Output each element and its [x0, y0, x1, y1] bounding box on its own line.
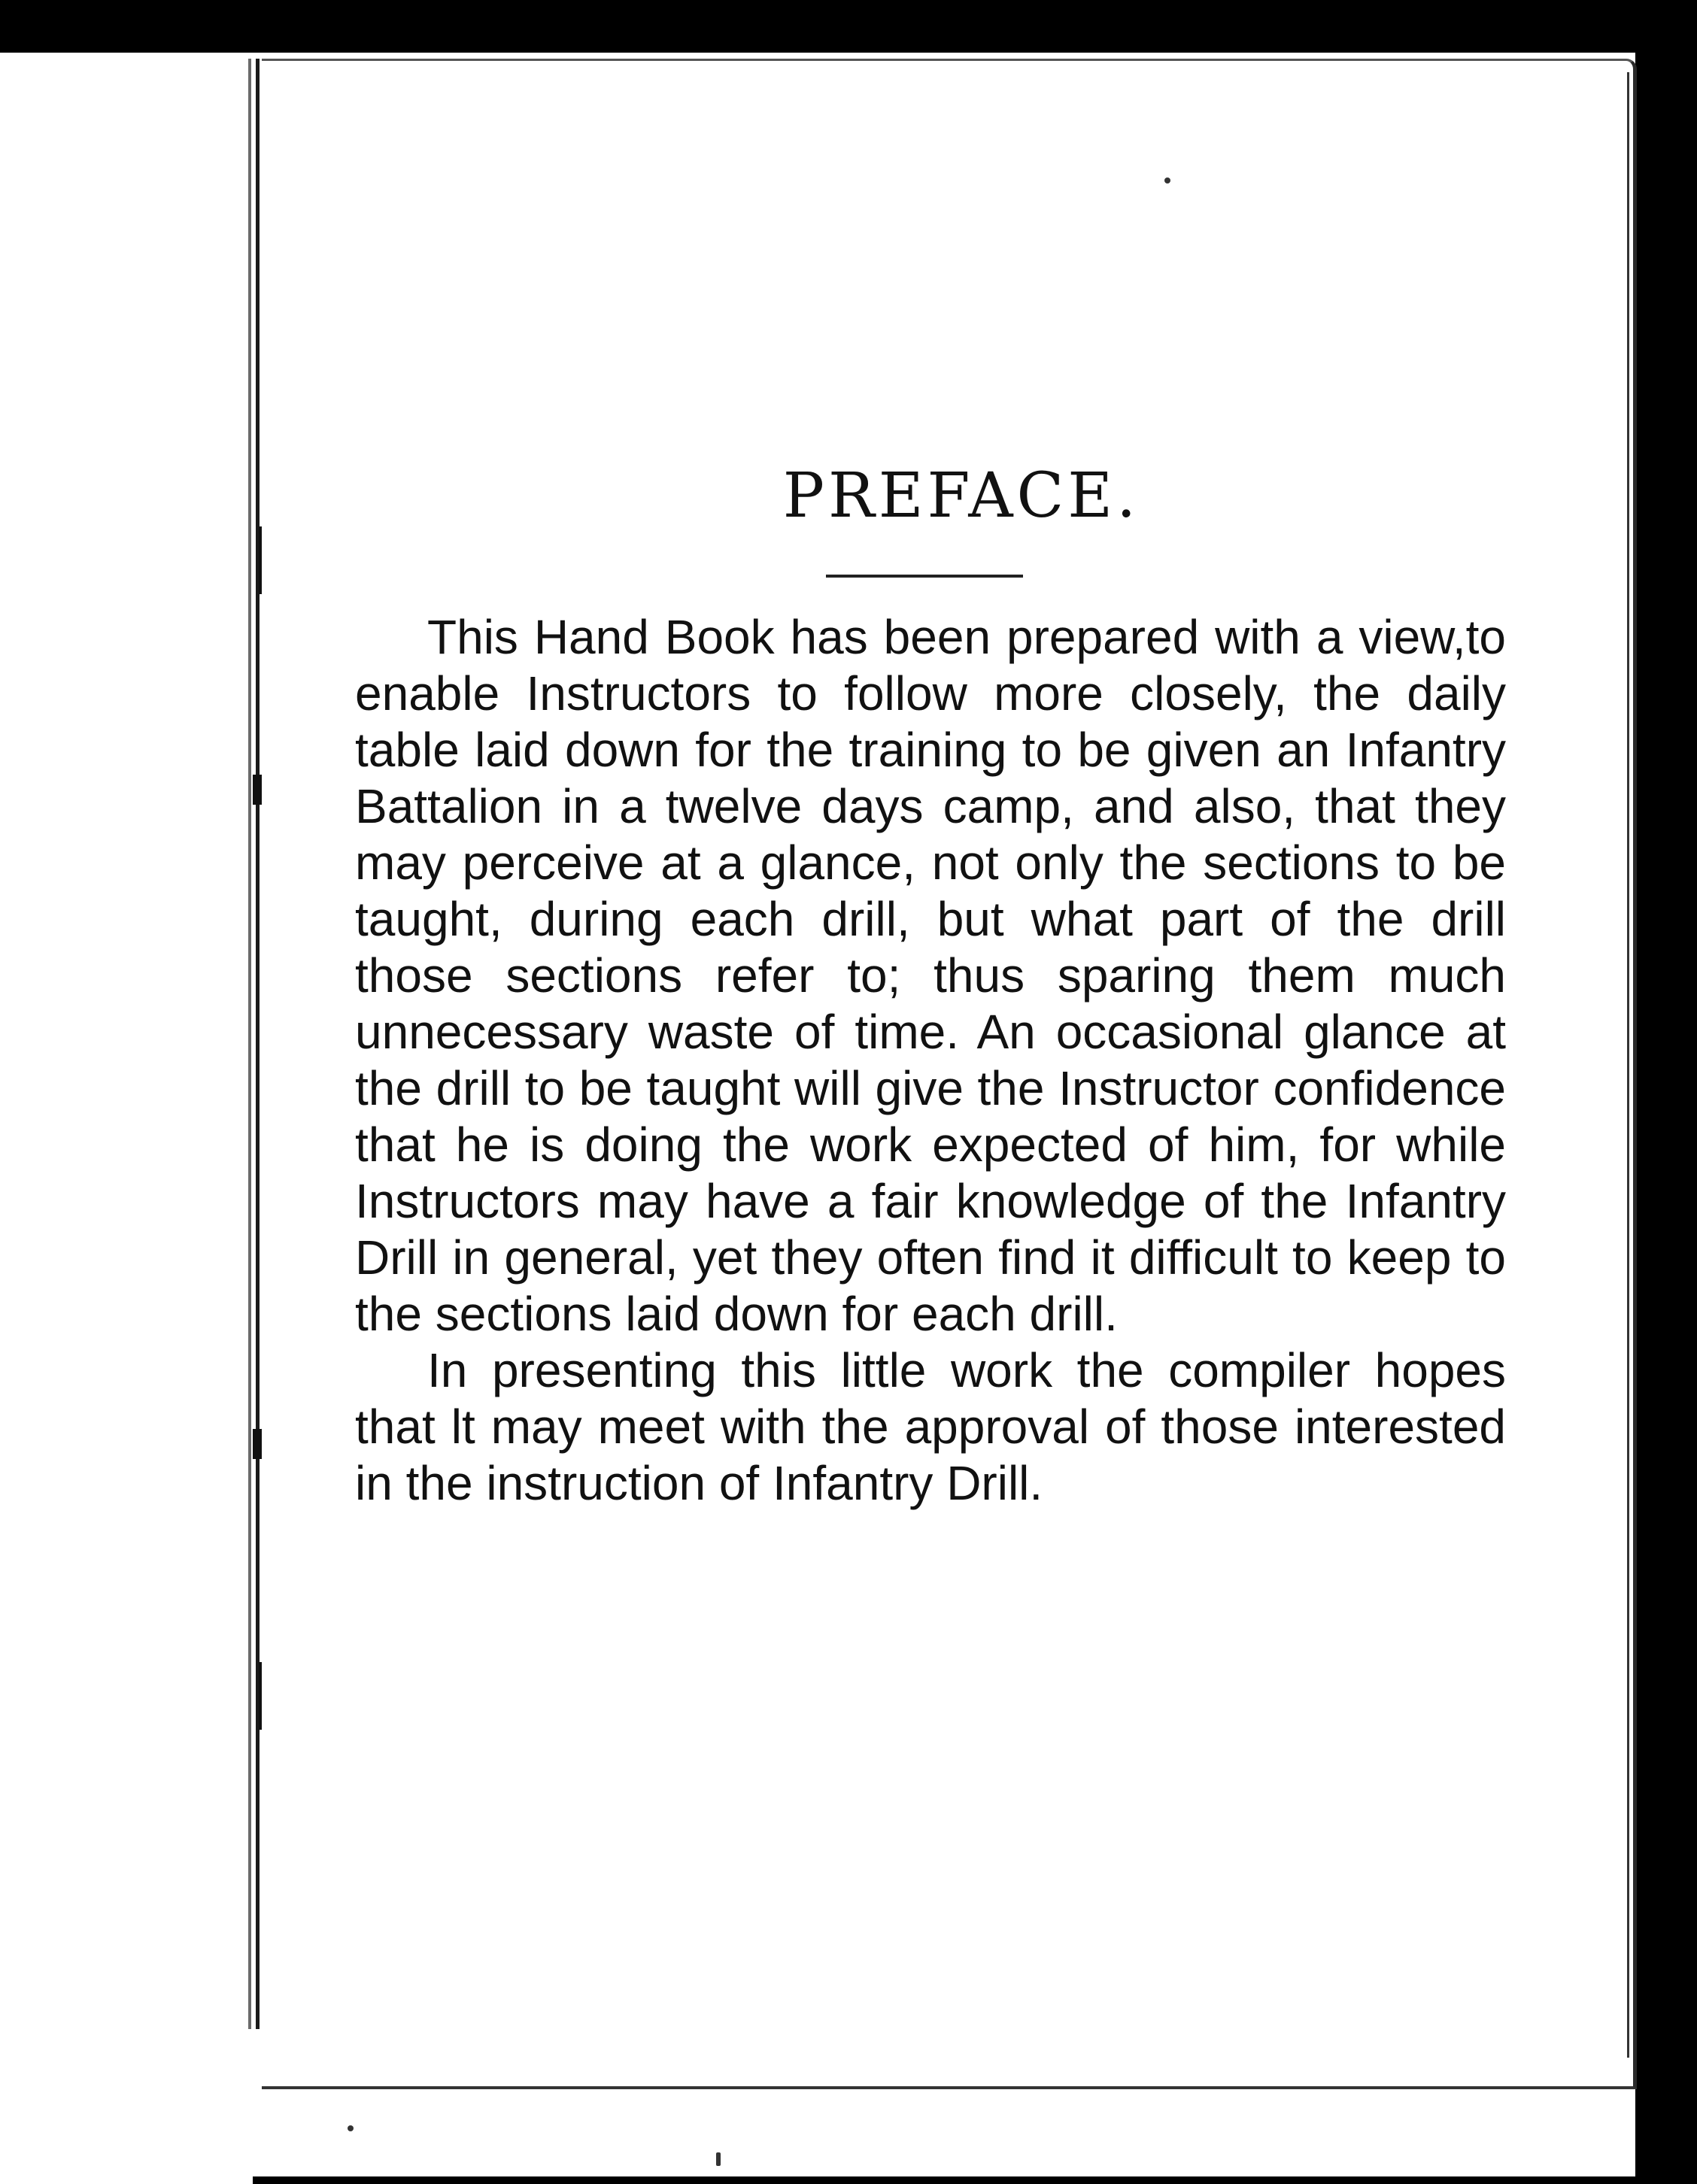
scan-border-bottom	[0, 2176, 1697, 2184]
preface-body	[355, 609, 1506, 1512]
page-edge	[1627, 72, 1629, 2058]
dust-speck	[348, 2125, 354, 2131]
spine-shadow	[248, 59, 251, 2029]
scan-border-right	[1635, 0, 1697, 2184]
left-gutter	[0, 53, 253, 2184]
book-spine	[256, 59, 260, 2029]
page-title: PREFACE.	[782, 460, 1140, 532]
spine-stitch-mark	[253, 1429, 262, 1459]
dust-speck	[1164, 177, 1170, 184]
preface-paragraph: In presenting this little work the compiler hopes that lt may meet with the approval of those interested in the instruction of Infantry Drill.	[355, 1343, 1506, 1510]
title-rule	[826, 575, 1023, 578]
dust-speck	[716, 2152, 721, 2166]
scan-border-top	[0, 0, 1697, 53]
preface-paragraph: This Hand Book has been prepared with a view,to enable Instructors to follow more closely, the daily table laid down for the training to be given an Infantry Battalion in a twelve days camp, and also, that they may perceive at a glance, not only the sections to be taught, during each drill, but what part of the drill those sections refer to; thus sparing them much unnecessary waste of time. An occasional glance at the drill to be taught will give the Instructor confidence that he is doing the work expected of him, for while Instructors may have a fair knowledge of the Infantry Drill in general, yet they often find it difficult to keep to the sections laid down for each drill.	[355, 610, 1506, 1341]
